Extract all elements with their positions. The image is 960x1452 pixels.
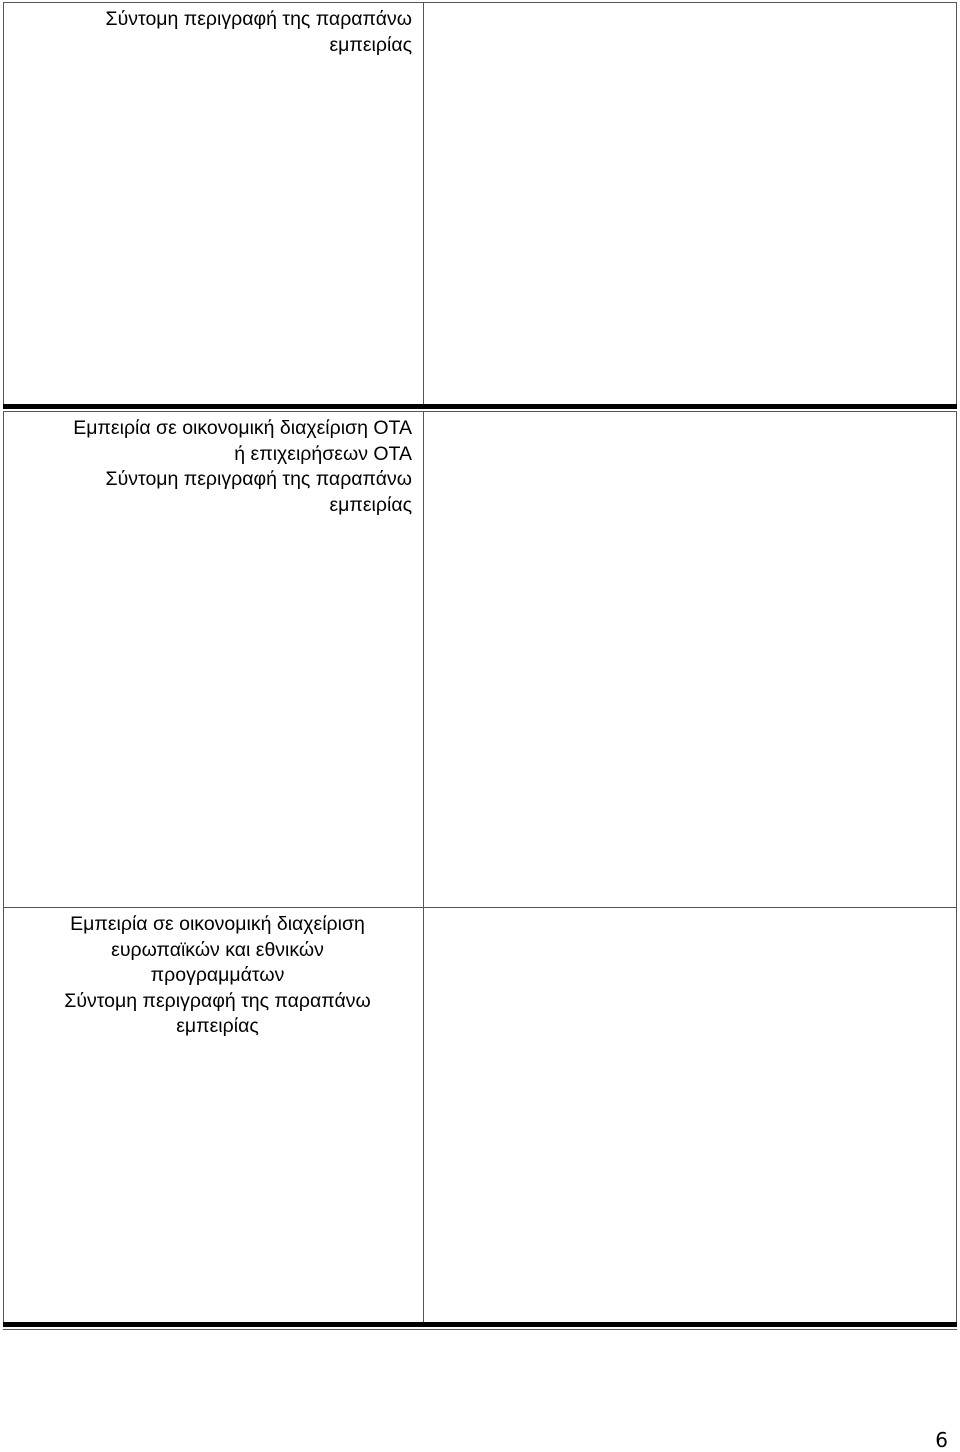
row-label-cell: [4, 908, 424, 1322]
row-label-line: εμπειρίας: [329, 493, 412, 516]
row-separator: [3, 907, 957, 908]
section-divider: [3, 404, 957, 412]
experience-row-1: [3, 3, 957, 404]
row-label-cell: [4, 412, 424, 907]
experience-row-3: [3, 908, 957, 1322]
row-value-cell[interactable]: [424, 412, 956, 907]
row-label-line: εμπειρίας: [329, 33, 412, 56]
row-label-line: προγραμμάτων: [150, 964, 285, 986]
table-bottom-divider: [3, 1322, 957, 1330]
row-value-cell[interactable]: [424, 3, 956, 404]
row-label-line: ή επιχειρήσεων ΟΤΑ: [234, 442, 412, 465]
row-label-cell: [4, 3, 424, 404]
row-label-line: Σύντομη περιγραφή της παραπάνω: [64, 989, 371, 1012]
row-label-line: Εμπειρία σε οικονομική διαχείριση: [70, 913, 365, 935]
row-label-line: ευρωπαϊκών και εθνικών: [111, 938, 324, 961]
row-label-line: Σύντομη περιγραφή της παραπάνω: [105, 468, 412, 490]
row-label-line: εμπειρίας: [176, 1015, 259, 1037]
row-label-line: Εμπειρία σε οικονομική διαχείριση ΟΤΑ: [73, 417, 412, 439]
row-label-line: Σύντομη περιγραφή της παραπάνω: [105, 8, 412, 30]
experience-row-2: [3, 412, 957, 907]
row-value-cell[interactable]: [424, 908, 956, 1322]
page-number: 6: [935, 1428, 948, 1452]
